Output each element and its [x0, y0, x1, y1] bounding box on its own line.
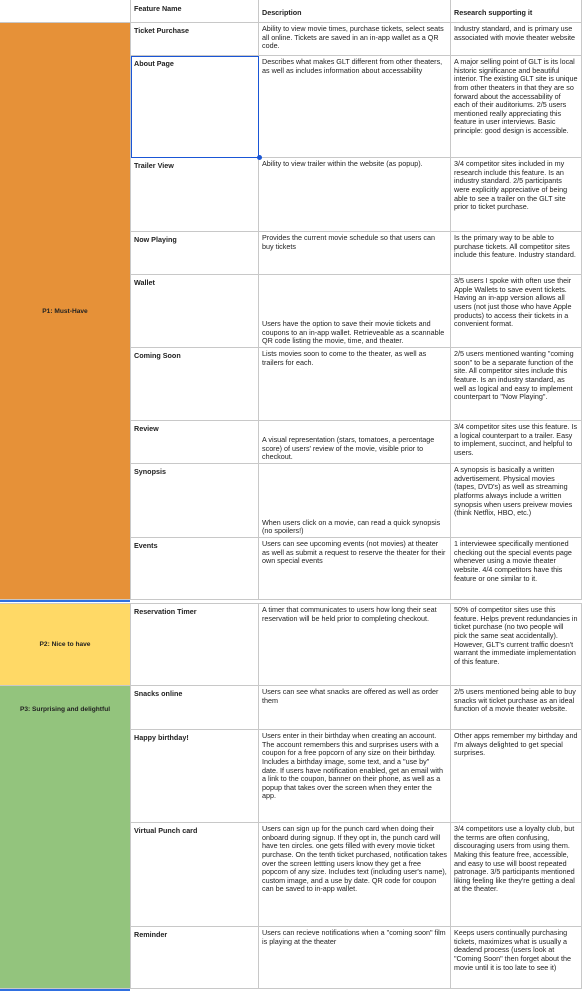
- description-cell[interactable]: Users can sign up for the punch card when doing their onboard during signup. If they opt in, the punch card will have ten circles. one gets filled with every movie ticket purchase. On the tenth ticket purchased, notification takes over the screen lettting users know they get a free popcorn of any size. Includes text (including user's name), custom image, and a use by date. QR code for coupon can be saved to in-app wallet.: [259, 823, 451, 927]
- research-cell[interactable]: 3/4 competitor sites use this feature. Is a logical counterpart to a trailer. Easy to implement, succinct, and helpful to users.: [451, 421, 582, 464]
- research-cell[interactable]: A major selling point of GLT is its local historic significance and beautiful interior. The existing GLT site is unique from other theaters in that they are so forward about the accessability of each of their auditoriums. 2/5 users mentioned really appreciating this feature in user interviews. Basic principle: good design is accessible.: [451, 56, 582, 158]
- research-cell[interactable]: 3/5 users I spoke with often use their Apple Wallets to save event tickets. Having an in-app version allows all users (not just those who have Apple products) to access their tickets in a convenient format.: [451, 275, 582, 348]
- research-cell[interactable]: 3/4 competitor sites included in my research include this feature. Is an industry standard. 2/5 participants were explicitly appreciative of being able to see a trailer on the GLT site prior to ticket purchase.: [451, 158, 582, 232]
- feature-name-cell[interactable]: Virtual Punch card: [131, 823, 259, 927]
- priority-p3-cell[interactable]: [0, 686, 131, 989]
- row-divider-marker: [0, 989, 130, 991]
- feature-name-cell[interactable]: Now Playing: [131, 232, 259, 275]
- feature-name-cell[interactable]: Reservation Timer: [131, 604, 259, 686]
- description-text: When users click on a movie, can read a quick synopsis (no spoilers!): [262, 517, 441, 536]
- description-text: A visual representation (stars, tomatoes, a percentage score) of users' review of the movie, visible prior to checkout.: [262, 435, 435, 462]
- feature-name-cell[interactable]: Trailer View: [131, 158, 259, 232]
- feature-name-cell-selected[interactable]: About Page: [131, 56, 259, 158]
- description-cell[interactable]: [259, 464, 451, 538]
- research-cell[interactable]: Is the primary way to be able to purchase tickets. All competitor sites include this feature. Industry standard.: [451, 232, 582, 275]
- selection-handle[interactable]: [257, 155, 262, 160]
- feature-name-cell[interactable]: Wallet: [131, 275, 259, 348]
- row-divider-marker: [0, 600, 130, 602]
- priority-p1-label: P1: Must-Have: [42, 307, 88, 315]
- description-cell[interactable]: [259, 275, 451, 348]
- feature-name-cell[interactable]: Snacks online: [131, 686, 259, 730]
- feature-name-cell[interactable]: Ticket Purchase: [131, 23, 259, 56]
- description-cell[interactable]: Users can see upcoming events (not movies) at theater as well as submit a request to reserve the theater for their own special events: [259, 538, 451, 600]
- description-cell[interactable]: Ability to view trailer within the website (as popup).: [259, 158, 451, 232]
- description-cell[interactable]: A timer that communicates to users how long their seat reservation will be held prior to completing checkout.: [259, 604, 451, 686]
- description-cell[interactable]: Describes what makes GLT different from other theaters, as well as includes information about accessability: [259, 56, 451, 158]
- description-cell[interactable]: Users can recieve notifications when a "coming soon" film is playing at the theater: [259, 927, 451, 989]
- description-cell[interactable]: Provides the current movie schedule so that users can buy tickets: [259, 232, 451, 275]
- research-cell[interactable]: 2/5 users mentioned being able to buy snacks wit ticket purchase as an ideal function of a movie theater website.: [451, 686, 582, 730]
- header-research[interactable]: Research supporting it: [451, 0, 582, 23]
- feature-name-cell[interactable]: Coming Soon: [131, 348, 259, 421]
- research-cell[interactable]: Keeps users continually purchasing tickets, maximizes what is usually a deadend process (users look at "Coming Soon" then forget about the movie until it is too late to see it): [451, 927, 582, 989]
- priority-p2-label: P2: Nice to have: [39, 641, 91, 648]
- priority-p2-cell[interactable]: [0, 604, 131, 686]
- description-text: Users have the option to save their movie tickets and coupons to an in-app wallet. Retrieveable as a scannable QR code listing the movie, time, and theater.: [262, 319, 445, 346]
- feature-name-cell[interactable]: Events: [131, 538, 259, 600]
- priority-p1-cell[interactable]: [0, 23, 131, 600]
- header-feature-name[interactable]: Feature Name: [131, 0, 259, 23]
- feature-name-cell[interactable]: Happy birthday!: [131, 730, 259, 823]
- description-cell[interactable]: Users can see what snacks are offered as well as order them: [259, 686, 451, 730]
- description-cell[interactable]: [259, 421, 451, 464]
- research-cell[interactable]: Other apps remember my birthday and I'm always delighted to get special surprises.: [451, 730, 582, 823]
- priority-p3-label: P3: Surprising and delightful: [19, 706, 111, 713]
- feature-name-cell[interactable]: Review: [131, 421, 259, 464]
- research-cell[interactable]: 50% of competitor sites use this feature. Helps prevent redundancies in ticket purchase (no two people will pick the same seat accidentally). However, GLT's current traffic doesn't warrant the immediate implementation of this feature.: [451, 604, 582, 686]
- description-cell[interactable]: Lists movies soon to come to the theater, as well as trailers for each.: [259, 348, 451, 421]
- research-cell[interactable]: 1 interviewee specifically mentioned checking out the special events page whenever using a movie theater website. 4/4 competitors have this feature or one similar to it.: [451, 538, 582, 600]
- research-cell[interactable]: Industry standard, and is primary use associated with movie theater website: [451, 23, 582, 56]
- description-cell[interactable]: Ability to view movie times, purchase tickets, select seats all online. Tickets are saved in an in-app wallet as a QR code.: [259, 23, 451, 56]
- description-cell[interactable]: Users enter in their birthday when creating an account. The account remembers this and surprises users with a coupon for a free popcorn of any size on their birthday. Includes a birthday image, some text, and a "use by" date. If users have notification enabled, get an email with a link to the coupon, banner on their phone, as well as a popup that takes over the screen when they enter the app.: [259, 730, 451, 823]
- feature-name-cell[interactable]: Synopsis: [131, 464, 259, 538]
- research-cell[interactable]: 2/5 users mentioned wanting "coming soon" to be a separate function of the site. All competitor sites include this feature. Is an industry standard, as well as logical and easy to implement counterpart to "Now Playing".: [451, 348, 582, 421]
- feature-name-cell[interactable]: Reminder: [131, 927, 259, 989]
- header-priority-cell[interactable]: [0, 0, 131, 23]
- research-cell[interactable]: A synopsis is basically a written advertisement. Physical movies (tapes, DVD's) as well as streaming platforms always include a written synopsis when users preivew movies (think Netflix, HBO, etc.): [451, 464, 582, 538]
- research-cell[interactable]: 3/4 competitors use a loyalty club, but the terms are often confusing, discouraging users from using them. Making this feature free, accessible, and easy to use will boost repeated patronage. 3/5 participants mentioned liking feeling like they're getting a deal at the theater.: [451, 823, 582, 927]
- header-description[interactable]: Description: [259, 0, 451, 23]
